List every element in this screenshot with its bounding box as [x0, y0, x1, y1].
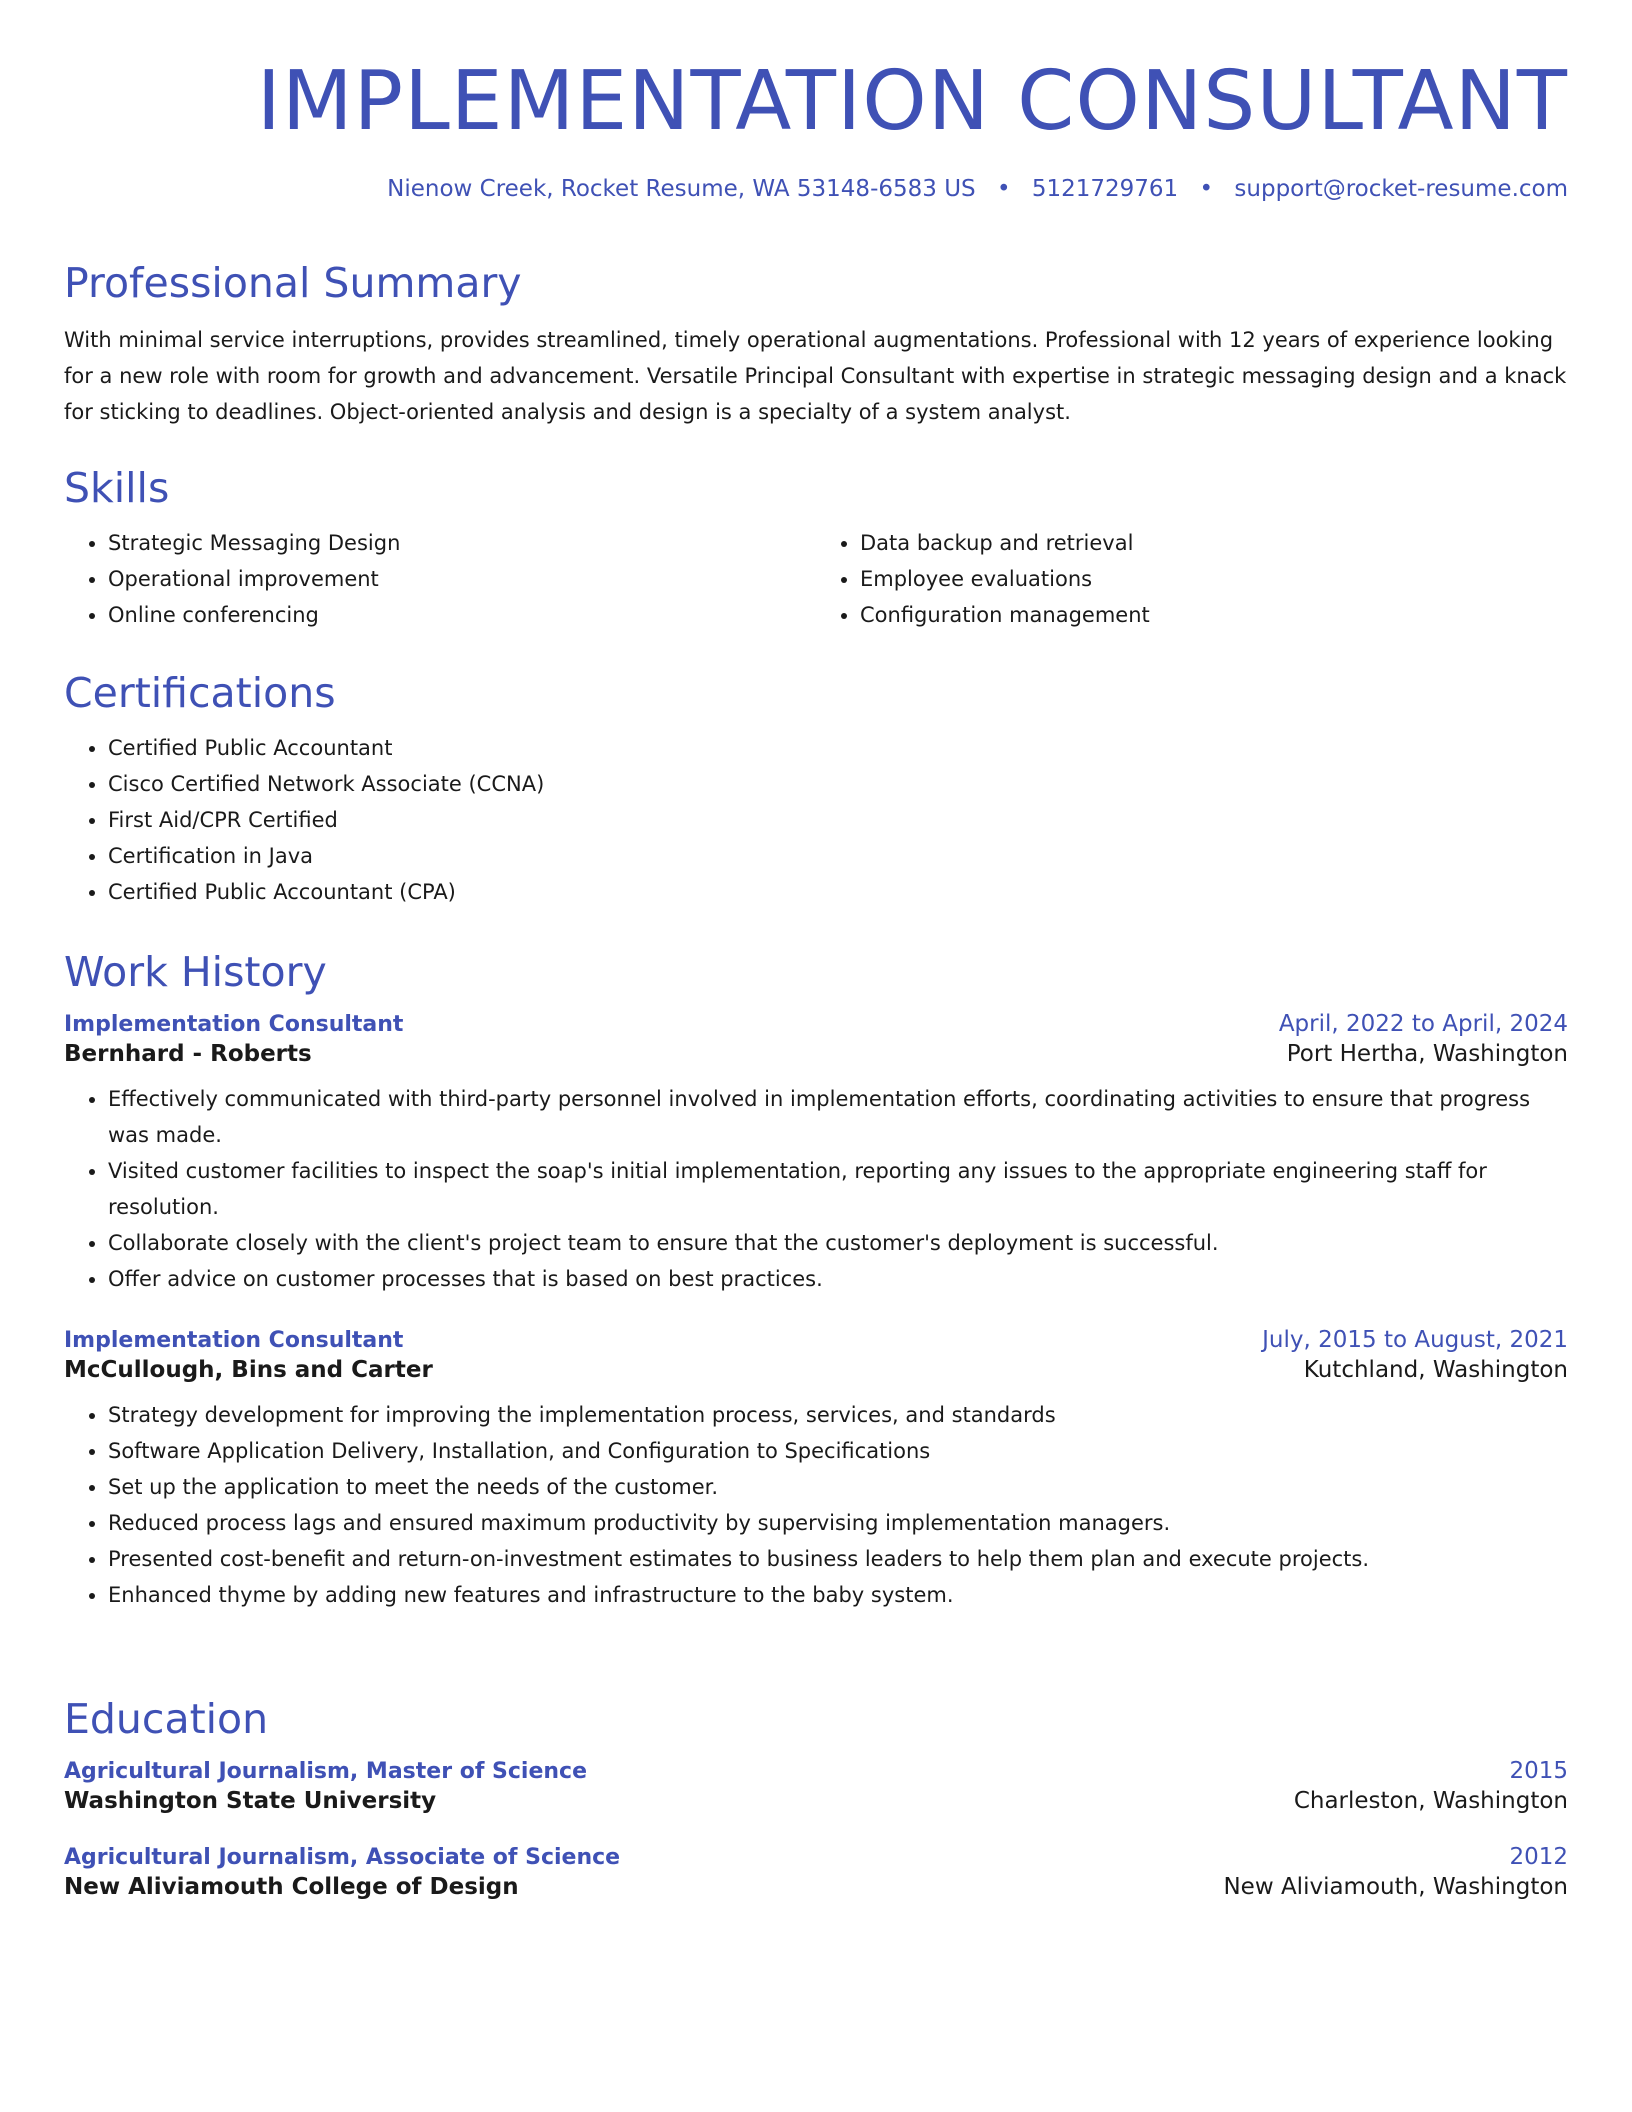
job-title: Implementation Consultant	[64, 1012, 404, 1037]
education-header	[64, 1844, 1568, 1870]
job-subheader	[64, 1357, 1568, 1383]
work-history-section	[64, 947, 1568, 1613]
certification-item: • Certified Public Accountant (CPA)	[108, 874, 1568, 910]
job-company: McCullough, Bins and Carter	[64, 1357, 433, 1383]
resume-name: IMPLEMENTATION CONSULTANT	[256, 54, 1568, 149]
education-year: 2012	[1509, 1844, 1568, 1870]
job-dates: July, 2015 to August, 2021	[1262, 1327, 1568, 1353]
education-school: New Aliviamouth College of Design	[64, 1874, 519, 1900]
skills-list-left	[64, 525, 816, 633]
job-company: Bernhard - Roberts	[64, 1041, 312, 1067]
education-entry	[64, 1758, 1568, 1814]
skill-item: • Data backup and retrieval	[860, 525, 1568, 561]
job-location: Port Hertha, Washington	[1286, 1041, 1568, 1067]
education-location: New Aliviamouth, Washington	[1223, 1874, 1568, 1900]
job-bullets	[64, 1397, 1568, 1613]
job-entry	[64, 1011, 1568, 1297]
education-year: 2015	[1509, 1758, 1568, 1784]
contact-email: support@rocket-resume.com	[1234, 176, 1568, 202]
job-bullet: • Enhanced thyme by adding new features and infrastructure to the baby system.	[108, 1577, 1568, 1613]
skills-list-right	[816, 525, 1568, 633]
job-bullet: • Set up the application to meet the needs of the customer.	[108, 1469, 1568, 1505]
skill-item: • Employee evaluations	[860, 561, 1568, 597]
skill-item: • Strategic Messaging Design	[108, 525, 816, 561]
skill-item: • Configuration management	[860, 597, 1568, 633]
summary-text: With minimal service interruptions, provides streamlined, timely operational augmentations. Professional with 12 years of experience looking for a new role with room for growth and advancement. Versatile Principal Consultant with expertise in strategic messaging design and a knack for sticking to deadlines. Object-oriented analysis and design is a specialty of a system analyst.	[64, 328, 1567, 424]
education-degree: Agricultural Journalism, Master of Science	[64, 1759, 588, 1784]
contact-separator: •	[1199, 176, 1214, 202]
education-location: Charleston, Washington	[1293, 1788, 1568, 1814]
section-title-summary: Professional Summary	[64, 259, 522, 307]
education-subheader	[64, 1788, 1568, 1814]
job-bullet: • Offer advice on customer processes that is based on best practices.	[108, 1261, 1568, 1297]
summary-section	[64, 258, 1568, 430]
skills-columns	[64, 525, 1568, 633]
job-bullet: • Strategy development for improving the implementation process, services, and standards	[108, 1397, 1568, 1433]
job-bullet: • Effectively communicated with third-party personnel involved in implementation efforts, coordinating activities to ensure that progress was made.	[108, 1081, 1568, 1153]
job-bullet: • Visited customer facilities to inspect the soap's initial implementation, reporting any issues to the appropriate engineering staff for resolution.	[108, 1153, 1568, 1225]
education-header	[64, 1758, 1568, 1784]
section-title-work-history: Work History	[64, 948, 327, 996]
contact-phone: 5121729761	[1031, 176, 1179, 202]
skills-section	[64, 463, 1568, 633]
certification-item: • Cisco Certified Network Associate (CCNA)	[108, 766, 1568, 802]
job-bullets	[64, 1081, 1568, 1297]
contact-line	[387, 176, 1568, 202]
certification-item: • First Aid/CPR Certified	[108, 802, 1568, 838]
job-header	[64, 1327, 1568, 1353]
job-dates: April, 2022 to April, 2024	[1278, 1011, 1568, 1037]
job-subheader	[64, 1041, 1568, 1067]
job-bullet: • Presented cost-benefit and return-on-investment estimates to business leaders to help them plan and execute projects.	[108, 1541, 1568, 1577]
section-title-skills: Skills	[64, 464, 170, 512]
job-bullet: • Software Application Delivery, Installation, and Configuration to Specifications	[108, 1433, 1568, 1469]
section-title-education: Education	[64, 1695, 269, 1743]
job-header	[64, 1011, 1568, 1037]
certifications-section	[64, 668, 1568, 910]
education-degree: Agricultural Journalism, Associate of Science	[64, 1845, 621, 1870]
education-entry	[64, 1844, 1568, 1900]
certification-item: • Certification in Java	[108, 838, 1568, 874]
certification-item: • Certified Public Accountant	[108, 730, 1568, 766]
job-entry	[64, 1327, 1568, 1613]
job-bullet: • Collaborate closely with the client's project team to ensure that the customer's deployment is successful.	[108, 1225, 1568, 1261]
job-title: Implementation Consultant	[64, 1328, 404, 1353]
job-location: Kutchland, Washington	[1303, 1357, 1568, 1383]
contact-separator: •	[996, 176, 1011, 202]
education-section	[64, 1694, 1568, 1900]
skill-item: • Operational improvement	[108, 561, 816, 597]
education-subheader	[64, 1874, 1568, 1900]
contact-address: Nienow Creek, Rocket Resume, WA 53148-6583 US	[387, 176, 976, 202]
section-title-certifications: Certifications	[64, 669, 336, 717]
job-bullet: • Reduced process lags and ensured maximum productivity by supervising implementation managers.	[108, 1505, 1568, 1541]
skill-item: • Online conferencing	[108, 597, 816, 633]
education-school: Washington State University	[64, 1788, 437, 1814]
certifications-list	[64, 730, 1568, 910]
